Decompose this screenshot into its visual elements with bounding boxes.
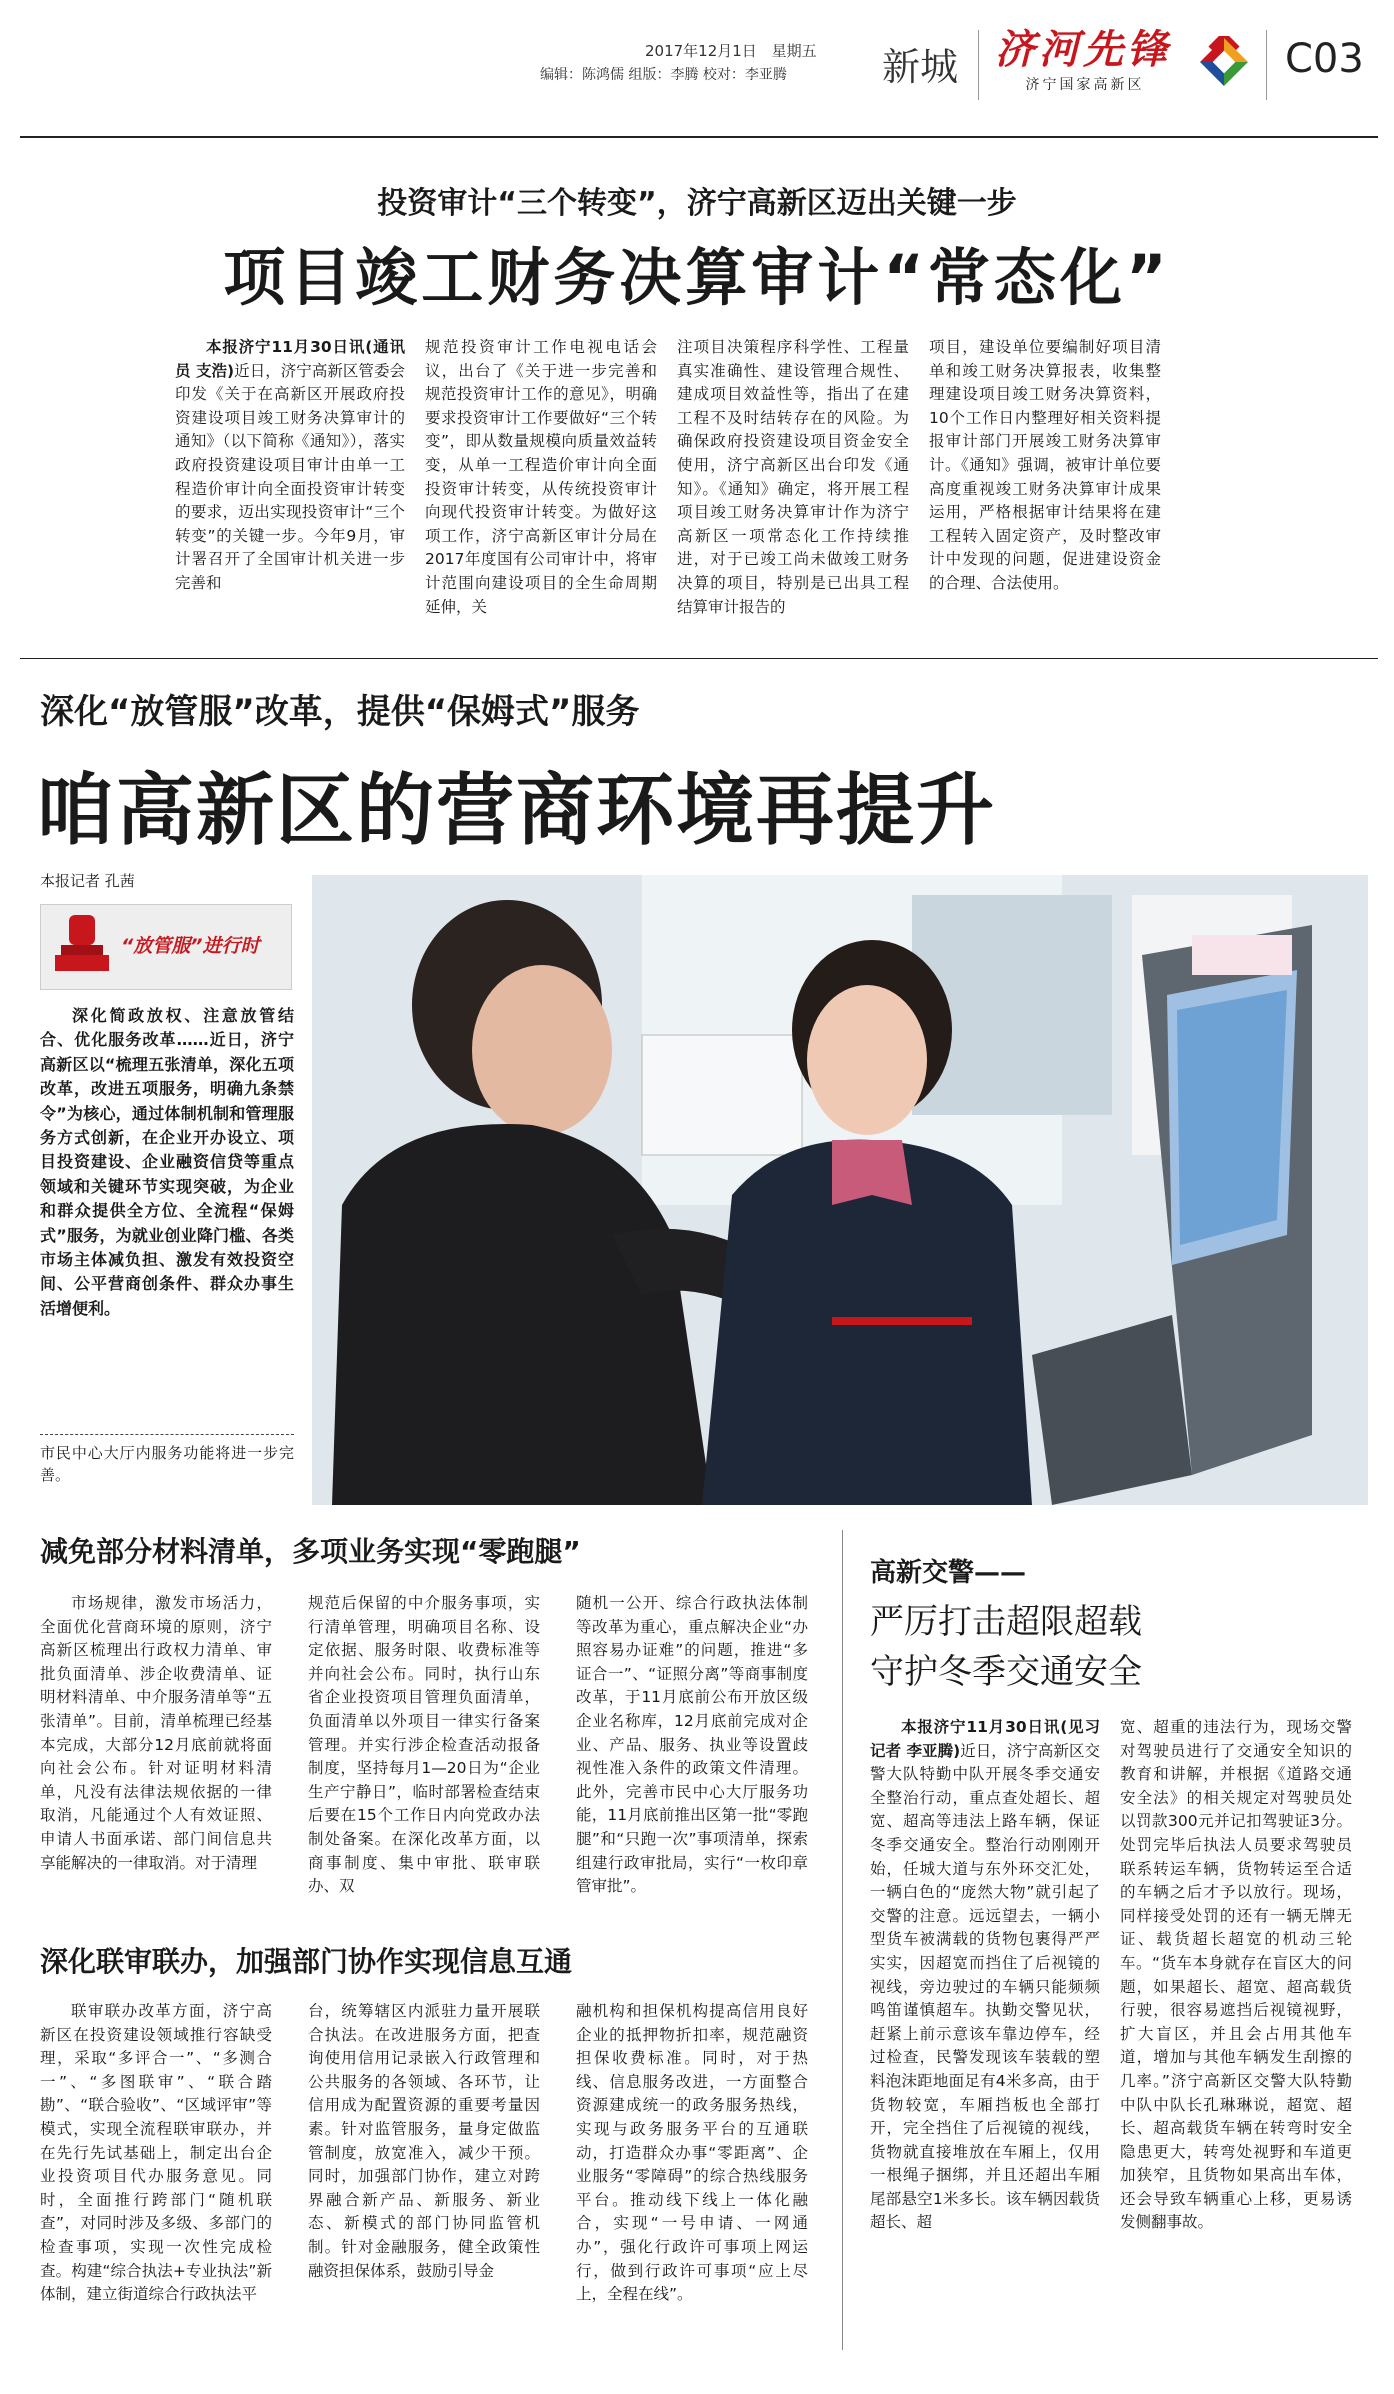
article2-s1c1-text: 市场规律，激发市场活力，全面优化营商环境的原则，济宁高新区梳理出行政权力清单、审批负面清单、涉企收费清单、证明材料清单、中介服务清单等“五张清单”。目前，清单梳理已经基本完成，大部分12月底前就将面向社会公布。针对证明材料清单，凡没有法律法规依据的一律取消，凡能通过个人有效证照、申请人书面承诺、部门间信息共享能解决的一律取消。对于清理 — [40, 1594, 272, 1872]
article3-kicker: 高新交警—— — [870, 1558, 1027, 1588]
page-number: C03 — [1285, 36, 1364, 82]
article3-col2 — [1120, 1716, 1352, 2336]
article2-s2c1-text: 联审联办改革方面，济宁高新区在投资建设领域推行容缺受理，采取“多评合一”、“多测合一”、“多图联审”、“联合踏勘”、“联合验收”、“区域评审”等模式，实现全流程联审联办，并在先行先试基础上，制定出台企业投资项目代办服务意见。同时，全面推行跨部门“随机联查”，对同时涉及多级、多部门的检查事项，实现一次性完成检查。构建“综合执法+专业执法”新体制，建立街道综合行政执法平 — [40, 2002, 272, 2304]
photo-illustration — [312, 875, 1368, 1505]
article1-byline: 本报济宁11月30日讯(通讯员 支浩) — [175, 338, 405, 380]
article2-s2-col1 — [40, 2000, 272, 2330]
article3-headline-1: 严厉打击超限超载 — [870, 1602, 1142, 1642]
caption-rule — [40, 1434, 294, 1436]
header-divider-1 — [978, 30, 979, 100]
paper-logo — [995, 26, 1175, 94]
article3-col2-text: 宽、超重的违法行为，现场交警对驾驶员进行了交通安全知识的教育和讲解，并根据《道路交通安全法》的相关规定对驾驶员处以罚款300元并记扣驾驶证3分。处罚完毕后执法人员要求驾驶员联系转运车辆，货物转运至合适的车辆之后才予以放行。现场，同样接受处罚的还有一辆无牌无证、载货超长超宽的机动三轮车。“货车本身就存在盲区大的问题，如果超长、超宽、超高载货行驶，很容易遮挡后视镜视野，扩大盲区，并且会占用其他车道，增加与其他车辆发生刮擦的几率。”济宁高新区交警大队特勤中队中队长孔琳琳说，超宽、超长、超高载货车辆在转弯时安全隐患更大，转弯处视野和车道更加狭窄，且货物如果高出车体，还会导致车辆重心上移，更易诱发侧翻事故。 — [1120, 1718, 1352, 2232]
header-rule — [20, 136, 1378, 138]
photo-caption: 市民中心大厅内服务功能将进一步完善。 — [40, 1444, 294, 1484]
article1-col2-text: 规范投资审计工作电视电话会议，出台了《关于进一步完善和规范投资审计工作的意见》，明确要求投资审计工作要做好“三个转变”，即从数量规模向质量效益转变，从单一工程造价审计向全面投资审计转变，从传统投资审计向现代投资审计转变。为做好这项工作，济宁高新区审计分局在2017年度国有公司审计中，将审计范围向建设项目的全生命周期延伸，关 — [425, 338, 657, 616]
article1-col2 — [425, 336, 657, 636]
article2-byline: 本报记者 孔茜 — [40, 872, 135, 890]
badge-label: “放管服”进行时 — [121, 935, 260, 957]
article2-s1c3-text: 随机一公开、综合行政执法体制等改革为重心，重点解决企业“办照容易办证难”的问题，推进“多证合一”、“证照分离”等商事制度改革，于11月底前公布开放区级企业名称库，12月底前完成对企业、产品、服务、执业等设置歧视性准入条件的政策文件清理。此外，完善市民中心大厅服务功能，11月底前推出区第一批“零跑腿”和“只跑一次”事项清单，探索组建行政审批局，实行“一枚印章管审批”。 — [576, 1594, 808, 1896]
editors-line: 编辑：陈鸿儒 组版：李腾 校对：李亚腾 — [540, 67, 787, 83]
article2-kicker: 深化“放管服”改革，提供“保姆式”服务 — [40, 692, 640, 732]
paper-sub: 济宁国家高新区 — [1025, 77, 1145, 93]
article1-col4-text: 项目，建设单位要编制好项目清单和竣工财务决算报表，收集整理建设项目竣工财务决算资料，10个工作日内整理好相关资料提报审计部门开展竣工财务决算审计。《通知》强调，被审计单位要高度重视竣工财务决算审计成果运用，严格根据审计结果将在建工程转入固定资产，及时整改审计中发现的问题，促进建设资金的合理、合法使用。 — [929, 338, 1161, 592]
article3-divider — [842, 1530, 843, 2350]
date-text: 2017年12月1日 — [645, 42, 757, 60]
stamp-icon — [47, 911, 117, 981]
weekday-text: 星期五 — [771, 42, 817, 60]
article3-col1-text: 近日，济宁高新区交警大队特勤中队开展冬季交通安全整治行动，重点查处超长、超宽、超高等违法上路车辆，保证冬季交通安全。整治行动刚刚开始，任城大道与东外环交汇处，一辆白色的“庞然大物”就引起了交警的注意。远远望去，一辆小型货车被满载的货物包裹得严严实实，因超宽而挡住了后视镜的视线，旁边驶过的车辆只能频频鸣笛谨慎超车。执勤交警见状，赶紧上前示意该车靠边停车，经过检查，民警发现该车装载的塑料泡沫距地面足有4米多高，由于货物较宽，车厢挡板也全部打开，完全挡住了后视镜的视线，货物就直接堆放在车厢上，仅用一根绳子捆绑，并且还超出车厢尾部悬空1米多长。该车辆因载货超长、超 — [870, 1741, 1100, 2232]
article1-col3 — [677, 336, 909, 636]
article2-headline: 咱高新区的营商环境再提升 — [36, 766, 997, 856]
article2-s2c3-text: 融机构和担保机构提高信用良好企业的抵押物折扣率，规范融资担保收费标准。同时，对于热线、信息服务改进，一方面整合资源建成统一的政务服务热线，实现与政务服务平台的互通联动，打造群众办事“零距离”、企业服务“零障碍”的综合热线服务平台。推动线下线上一体化融合，实现“一号申请、一网通办”，强化行政许可事项上网运行，做到行政许可事项“应上尽上，全程在线”。 — [576, 2002, 808, 2304]
article2-lead — [40, 1004, 294, 1394]
article3-headline-2: 守护冬季交通安全 — [870, 1652, 1142, 1692]
article1-headline: 项目竣工财务决算审计“常态化” — [223, 241, 1171, 314]
issue-date — [645, 40, 817, 61]
article2-s2-col2 — [308, 2000, 540, 2330]
article2-s1c2-text: 规范后保留的中介服务事项，实行清单管理，明确项目名称、设定依据、服务时限、收费标准等并向社会公布。同时，执行山东省企业投资项目管理负面清单，负面清单以外项目一律实行备案管理。并实行涉企检查活动报备制度，坚持每月1—20日为“企业生产宁静日”，临时部署检查结束后要在15个工作日内向党政办法制处备案。在深化改革方面，以商事制度、集中审批、联审联办、双 — [308, 1594, 540, 1896]
article2-s1-col1 — [40, 1592, 272, 1922]
article2-lead-text: 深化简政放权、注意放管结合、优化服务改革……近日，济宁高新区以“梳理五张清单，深化五项改革，改进五项服务，明确九条禁令”为核心，通过体制机制和管理服务方式创新，在企业开办设立、项目投资建设、企业融资信贷等重点领域和关键环节实现突破，为企业和群众提供全方位、全流程“保姆式”服务，为就业创业降门槛、各类市场主体减负担、激发有效投资空间、公平营商创条件、群众办事生活增便利。 — [40, 1006, 294, 1318]
article1-col3-text: 注项目决策程序科学性、工程量真实准确性、建设管理合规性、建成项目效益性等，指出了在建工程不及时结转存在的风险。为确保政府投资建设项目资金安全使用，济宁高新区出台印发《通知》。《通知》确定，将开展工程项目竣工财务决算审计作为济宁高新区一项常态化工作持续推进，对于已竣工尚未做竣工财务决算的项目，特别是已出具工程结算审计报告的 — [677, 338, 909, 616]
service-hall-photo — [312, 875, 1368, 1505]
paper-name: 济河先锋 — [995, 26, 1171, 73]
article1-col1-text: 近日，济宁高新区管委会印发《关于在高新区开展政府投资建设项目竣工财务决算审计的通知》（以下简称《通知》），落实政府投资建设项目审计由单一工程造价审计向全面投资审计转变的要求，迈出实现投资审计“三个转变”的关键一步。今年9月，审计署召开了全国审计机关进一步完善和 — [175, 361, 405, 592]
article1-kicker: 投资审计“三个转变”，济宁高新区迈出关键一步 — [377, 186, 1017, 221]
district-logo-icon — [1198, 36, 1250, 88]
article1-col1 — [175, 336, 405, 636]
article1-bottom-rule — [20, 658, 1378, 659]
section-name: 新城 — [882, 45, 959, 89]
article2-s2-col3 — [576, 2000, 808, 2330]
article2-s1-col3 — [576, 1592, 808, 1922]
article3-byline: 本报济宁11月30日讯(见习记者 李亚腾) — [870, 1718, 1100, 1760]
article2-subhead2: 深化联审联办，加强部门协作实现信息互通 — [40, 1945, 573, 1978]
article2-s2c2-text: 台，统筹辖区内派驻力量开展联合执法。在改进服务方面，把查询使用信用记录嵌入行政管理和公共服务的各领域、各环节，让信用成为配置资源的重要考量因素。针对监管服务，量身定做监管制度，放宽准入，减少干预。同时，加强部门协作，建立对跨界融合新产品、新服务、新业态、新模式的部门协同监管机制。针对金融服务，健全政策性融资担保体系，鼓励引导金 — [308, 2002, 540, 2280]
header-divider-2 — [1266, 30, 1267, 100]
reform-badge — [40, 904, 292, 990]
article2-s1-col2 — [308, 1592, 540, 1922]
article3-col1 — [870, 1716, 1100, 2336]
article1-col4 — [929, 336, 1161, 636]
article2-subhead1: 减免部分材料清单，多项业务实现“零跑腿” — [40, 1535, 581, 1568]
